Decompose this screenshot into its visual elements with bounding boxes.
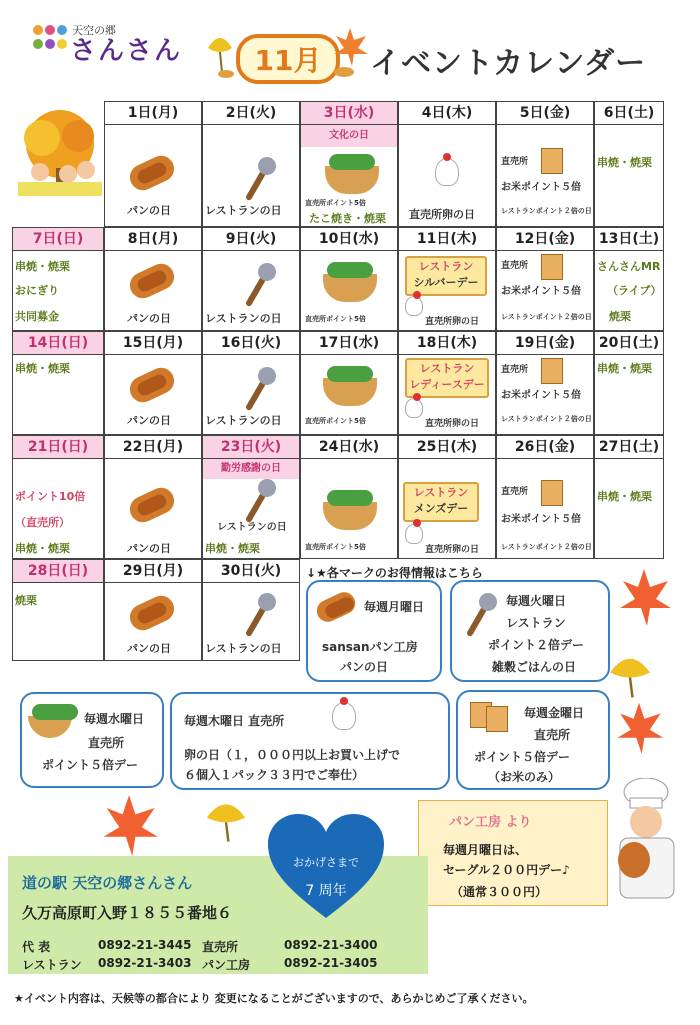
day-cell-15 — [104, 331, 202, 435]
day-header-sunday: 28日(日) — [13, 560, 103, 583]
restaurant-day-label: レストランの日 — [217, 522, 287, 533]
silver-day-label: シルバーデー — [413, 276, 479, 289]
bread-day-label: パンの日 — [127, 204, 171, 217]
day-cell-27 — [594, 435, 664, 559]
chicken-icon — [405, 524, 423, 544]
point5-label: 直売所ポイント5倍 — [305, 417, 366, 425]
day-header: 17日(水) — [301, 332, 397, 355]
logo-dots-icon — [32, 24, 68, 54]
vegetable-basket-icon — [323, 502, 377, 530]
chicken-icon — [405, 296, 423, 316]
legend-monday-box — [306, 580, 442, 682]
holiday-name: 文化の日 — [301, 125, 397, 147]
yakiguri-label: 焼栗 — [15, 594, 37, 607]
autumn-family-illustration — [12, 108, 106, 200]
day-cell-19 — [496, 331, 594, 435]
legend-friday-box — [456, 690, 610, 790]
logo-subtitle: 天空の郷 — [72, 24, 116, 37]
heart-line2: 7 周年 — [305, 883, 347, 899]
bread-icon — [313, 589, 359, 626]
point5-label: 直売所ポイント5倍 — [305, 199, 366, 207]
egg-day-label: 直売所卵の日 — [425, 317, 480, 327]
day-header-holiday: 3日(水) — [301, 102, 397, 125]
day-cell-16 — [202, 331, 300, 435]
rice-point-label: お米ポイント５倍 — [501, 390, 581, 401]
vegetable-basket-icon — [28, 716, 72, 738]
restaurant-point-label: レストランポイント２倍の日 — [501, 313, 592, 321]
vegetable-basket-icon — [323, 274, 377, 302]
spoon-icon — [245, 275, 267, 307]
day-cell-10 — [300, 227, 398, 331]
day-header: 5日(金) — [497, 102, 593, 125]
rice-point-label: お米ポイント５倍 — [501, 286, 581, 297]
bread-icon — [126, 591, 179, 634]
day-cell-7 — [12, 227, 104, 331]
day-cell-2 — [202, 101, 300, 227]
maple-leaf-icon — [94, 792, 164, 856]
shop-label: 直売所 — [202, 940, 239, 954]
bread-day-label: パンの日 — [127, 414, 171, 427]
chokubai-label: 直売所 — [501, 487, 529, 497]
day-header: 24日(水) — [301, 436, 397, 459]
fundraising-label: 共同募金 — [15, 310, 59, 323]
point5-label: 直売所ポイント5倍 — [305, 543, 366, 551]
day-header: 30日(火) — [203, 560, 299, 583]
legend-wed-title: 毎週水曜日 — [84, 712, 145, 726]
day-header: 12日(金) — [497, 228, 593, 251]
day-header-sunday: 7日(日) — [13, 228, 103, 251]
bakery-title: パン工房 より — [449, 815, 532, 830]
legend-mon-line2: sansanパン工房 — [322, 640, 418, 654]
badge-title: レストラン — [413, 486, 469, 499]
day-header-sunday: 21日(日) — [13, 436, 103, 459]
rep-label: 代 表 — [22, 940, 51, 954]
day-cell-11 — [398, 227, 496, 331]
day-header-sunday: 14日(日) — [13, 332, 103, 355]
bakery-label: パン工房 — [202, 958, 251, 972]
day-header: 20日(土) — [595, 332, 663, 355]
bread-day-label: パンの日 — [127, 642, 171, 655]
egg-day-label: 直売所卵の日 — [425, 545, 480, 555]
ginkgo-leaf-icon — [200, 28, 240, 78]
bread-icon — [126, 483, 179, 526]
ginkgo-leaf-icon — [196, 796, 256, 844]
heart-line1: おかげさまで — [293, 856, 359, 869]
restaurant-day-label: レストランの日 — [205, 312, 282, 325]
bakery-line1: 毎週月曜日は、 — [443, 843, 528, 857]
restaurant-badge — [405, 256, 487, 296]
day-header: 25日(木) — [399, 436, 495, 459]
spoon-icon — [245, 605, 267, 637]
day-header: 26日(金) — [497, 436, 593, 459]
day-cell-29 — [104, 559, 202, 661]
legend-fri-line4: （お米のみ） — [488, 770, 561, 784]
rice-point-label: お米ポイント５倍 — [501, 514, 581, 525]
legend-mon-line3: パンの日 — [340, 660, 389, 674]
rice-point-label: お米ポイント５倍 — [501, 182, 581, 193]
day-cell-21 — [12, 435, 104, 559]
month-badge: 11月 — [236, 34, 340, 84]
chicken-icon — [405, 398, 423, 418]
kushiyaki-label: 串焼・焼栗 — [597, 156, 652, 169]
day-header: 10日(水) — [301, 228, 397, 251]
day-cell-6 — [594, 101, 664, 227]
chokubai-label: 直売所 — [501, 261, 529, 271]
yakiguri-label: 焼栗 — [609, 310, 631, 323]
legend-note: ↓★各マークのお得情報はこちら — [306, 566, 483, 580]
bread-icon — [126, 259, 179, 302]
kushiyaki-label: 串焼・焼栗 — [15, 542, 70, 555]
legend-wed-line3: ポイント５倍デー — [42, 758, 139, 772]
chokubai-label: 直売所 — [501, 365, 529, 375]
day-cell-12 — [496, 227, 594, 331]
day-cell-25 — [398, 435, 496, 559]
restaurant-day-label: レストランの日 — [205, 204, 282, 217]
maple-leaf-icon — [330, 26, 370, 78]
egg-day-label: 直売所卵の日 — [425, 419, 480, 429]
day-header: 13日(土) — [595, 228, 663, 251]
live-label: （ライブ） — [607, 284, 662, 297]
holiday-name: 勤労感謝の日 — [203, 459, 299, 479]
legend-fri-line2: 直売所 — [534, 728, 571, 742]
day-cell-23 — [202, 435, 300, 559]
rep-phone: 0892-21-3445 — [98, 938, 192, 952]
bread-day-label: パンの日 — [127, 542, 171, 555]
restaurant-badge — [403, 482, 479, 522]
store-address: 久万高原町入野１８５５番地６ — [22, 904, 233, 922]
legend-thu-title: 毎週木曜日 直売所 — [184, 714, 285, 728]
rice-bag-icon — [541, 254, 563, 280]
legend-tuesday-box — [450, 580, 610, 682]
bread-day-label: パンの日 — [127, 312, 171, 325]
onigiri-label: おにぎり — [15, 284, 59, 297]
ladies-day-label: レディースデー — [409, 378, 485, 391]
maple-leaf-icon — [612, 700, 666, 754]
day-cell-9 — [202, 227, 300, 331]
restaurant-label: レストラン — [22, 958, 82, 972]
legend-fri-title: 毎週金曜日 — [524, 706, 585, 720]
legend-wednesday-box — [20, 692, 164, 788]
day-header: 15日(月) — [105, 332, 201, 355]
day-header: 4日(木) — [399, 102, 495, 125]
day-header: 16日(火) — [203, 332, 299, 355]
legend-tue-line3: ポイント２倍デー — [488, 638, 585, 652]
day-header: 6日(土) — [595, 102, 663, 125]
legend-mon-title: 毎週月曜日 — [364, 600, 425, 614]
kushiyaki-label: 串焼・焼栗 — [15, 362, 70, 375]
bread-icon — [126, 363, 179, 406]
legend-wed-line2: 直売所 — [88, 736, 125, 750]
kushiyaki-label: 串焼・焼栗 — [205, 542, 260, 555]
egg-day-label: 直売所卵の日 — [409, 208, 475, 221]
legend-thu-line3: ６個入１パック３３円でご奉仕） — [184, 768, 365, 782]
badge-title: レストラン — [419, 362, 475, 375]
day-header: 11日(木) — [399, 228, 495, 251]
day-cell-13 — [594, 227, 664, 331]
legend-tue-line2: レストラン — [506, 616, 566, 630]
point10-label: ポイント10倍 — [15, 490, 86, 503]
day-header: 27日(土) — [595, 436, 663, 459]
logo-name: さんさん — [70, 36, 183, 66]
spoon-icon — [245, 379, 267, 411]
day-header: 9日(火) — [203, 228, 299, 251]
chicken-icon — [332, 702, 356, 730]
chokubai-label: 直売所 — [501, 157, 529, 167]
rice-bag-icon — [486, 706, 508, 732]
maple-leaf-icon — [614, 566, 674, 626]
day-header: 8日(月) — [105, 228, 201, 251]
mens-day-label: メンズデー — [413, 502, 469, 515]
vegetable-basket-icon — [323, 378, 377, 406]
day-cell-24 — [300, 435, 398, 559]
day-header: 1日(月) — [105, 102, 201, 125]
day-cell-5 — [496, 101, 594, 227]
kushiyaki-label: 串焼・焼栗 — [15, 260, 70, 273]
chokubai-paren-label: （直売所） — [15, 516, 70, 529]
day-cell-14 — [12, 331, 104, 435]
rice-bag-icon — [541, 148, 563, 174]
ginkgo-leaf-icon — [600, 650, 660, 700]
shop-phone: 0892-21-3400 — [284, 938, 378, 952]
legend-thu-line2: 卵の日（１，０００円以上お買い上げで — [184, 748, 401, 762]
legend-thursday-box — [170, 692, 450, 790]
footnote: ★イベント内容は、天候等の都合により 変更になることがございますので、あらかじめご了承ください。 — [14, 992, 534, 1005]
bread-icon — [126, 151, 179, 194]
takoyaki-label: たこ焼き・焼栗 — [309, 212, 386, 225]
bakery-line3: （通常３００円） — [451, 885, 548, 899]
day-header: 19日(金) — [497, 332, 593, 355]
restaurant-point-label: レストランポイント２倍の日 — [501, 543, 592, 551]
day-header: 29日(月) — [105, 560, 201, 583]
day-cell-1 — [104, 101, 202, 227]
kushiyaki-label: 串焼・焼栗 — [597, 490, 652, 503]
spoon-icon — [466, 605, 488, 637]
day-cell-4 — [398, 101, 496, 227]
day-cell-28 — [12, 559, 104, 661]
bakery-phone: 0892-21-3405 — [284, 956, 378, 970]
spoon-icon — [245, 169, 267, 201]
restaurant-day-label: レストランの日 — [205, 414, 282, 427]
day-cell-26 — [496, 435, 594, 559]
legend-fri-line3: ポイント５倍デー — [474, 750, 571, 764]
day-header: 22日(月) — [105, 436, 201, 459]
sansan-mr-label: さんさんMR — [597, 260, 661, 273]
bakery-line2: セーグル２００円デー♪ — [443, 863, 570, 877]
store-name: 道の駅 天空の郷さんさん — [22, 874, 193, 892]
day-header-holiday: 23日(火) — [203, 436, 299, 459]
vegetable-basket-icon — [325, 166, 379, 194]
day-header: 2日(火) — [203, 102, 299, 125]
rice-bag-icon — [541, 358, 563, 384]
day-cell-8 — [104, 227, 202, 331]
baker-chef-illustration — [604, 778, 684, 902]
bakery-notice — [418, 800, 608, 906]
day-cell-18 — [398, 331, 496, 435]
day-header: 18日(木) — [399, 332, 495, 355]
restaurant-phone: 0892-21-3403 — [98, 956, 192, 970]
day-cell-22 — [104, 435, 202, 559]
restaurant-badge — [405, 358, 489, 398]
badge-title: レストラン — [418, 260, 474, 273]
kushiyaki-label: 串焼・焼栗 — [597, 362, 652, 375]
restaurant-point-label: レストランポイント２倍の日 — [501, 415, 592, 423]
day-cell-3 — [300, 101, 398, 227]
page-title: イベントカレンダー — [370, 46, 647, 81]
restaurant-day-label: レストランの日 — [205, 642, 282, 655]
legend-tue-line4: 雑穀ごはんの日 — [492, 660, 577, 674]
day-cell-17 — [300, 331, 398, 435]
day-cell-30 — [202, 559, 300, 661]
day-cell-20 — [594, 331, 664, 435]
legend-tue-title: 毎週火曜日 — [506, 594, 567, 608]
restaurant-point-label: レストランポイント２倍の日 — [501, 207, 592, 215]
point5-label: 直売所ポイント5倍 — [305, 315, 366, 323]
rice-bag-icon — [541, 480, 563, 506]
anniversary-heart — [266, 812, 386, 922]
chicken-icon — [435, 158, 459, 186]
